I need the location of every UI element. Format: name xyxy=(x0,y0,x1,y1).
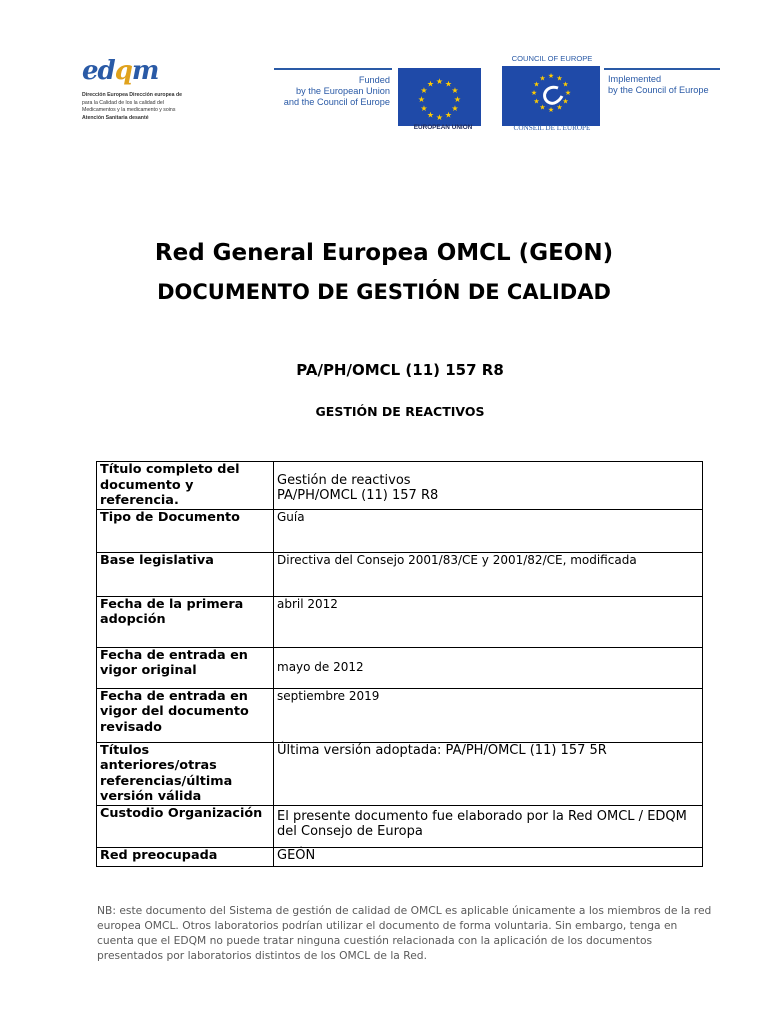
row-value: abril 2012 xyxy=(274,596,703,647)
coe-emblem-icon xyxy=(502,66,600,126)
eu-funded-text: Funded by the European Union and the Council of Europe xyxy=(283,75,390,107)
document-subtitle: GESTIÓN DE REACTIVOS xyxy=(315,404,485,419)
document-metadata-table xyxy=(96,461,703,867)
row-label: Red preocupada xyxy=(97,847,274,866)
edqm-organization-text: Dirección Europea Dirección europea de para la Calidad de los la calidad del Medicamentos y la medicamento y soins Atención Sanitaria desanté xyxy=(82,92,183,121)
coe-divider xyxy=(604,68,720,70)
row-label: Fecha de entrada en vigor del documento revisado xyxy=(97,688,274,742)
edqm-logo xyxy=(82,58,212,122)
svg-text:★: ★ xyxy=(420,104,428,113)
row-label: Tipo de Documento xyxy=(97,509,274,552)
svg-text:★: ★ xyxy=(533,97,540,106)
row-value: Guía xyxy=(274,509,703,552)
coe-bottom-caption: CONSEIL DE L'EUROPE xyxy=(513,124,591,132)
svg-text:★: ★ xyxy=(562,97,569,106)
row-value: Directiva del Consejo 2001/83/CE y 2001/82/CE, modificada xyxy=(274,552,703,596)
row-value: El presente documento fue elaborado por la Red OMCL / EDQM del Consejo de Europa xyxy=(274,805,703,847)
row-label: Base legislativa xyxy=(97,552,274,596)
row-label: Títulos anteriores/otras referencias/última versión válida xyxy=(97,742,274,805)
svg-text:★: ★ xyxy=(417,95,426,104)
document-reference: PA/PH/OMCL (11) 157 R8 xyxy=(296,361,504,379)
svg-text:★: ★ xyxy=(426,79,435,89)
svg-text:★: ★ xyxy=(556,74,563,83)
eu-funding-logo xyxy=(274,62,484,136)
table-row xyxy=(97,509,703,552)
svg-text:★: ★ xyxy=(556,103,563,112)
svg-text:★: ★ xyxy=(530,89,538,97)
table-row xyxy=(97,647,703,688)
table-row xyxy=(97,552,703,596)
row-label: Título completo del documento y referencia. xyxy=(97,462,274,510)
table-row xyxy=(97,462,703,510)
row-value: Última versión adoptada: PA/PH/OMCL (11) 157 5R xyxy=(274,742,703,805)
row-label: Custodio Organización xyxy=(97,805,274,847)
svg-text:★: ★ xyxy=(435,77,444,86)
svg-text:★: ★ xyxy=(564,89,572,97)
svg-text:★: ★ xyxy=(539,74,546,83)
svg-text:★: ★ xyxy=(426,110,435,120)
row-label: Fecha de la primera adopción xyxy=(97,596,274,647)
svg-text:★: ★ xyxy=(547,72,555,80)
coe-top-caption: COUNCIL OF EUROPE xyxy=(511,54,593,63)
council-of-europe-logo xyxy=(500,54,722,136)
table-row xyxy=(97,688,703,742)
coe-implemented-text: Implemented by the Council of Europe xyxy=(608,74,709,95)
row-label: Fecha de entrada en vigor original xyxy=(97,647,274,688)
edqm-wordmark: edqm xyxy=(82,56,159,86)
svg-text:★: ★ xyxy=(451,86,459,95)
row-value: GEÓN xyxy=(274,847,703,866)
svg-text:★: ★ xyxy=(451,104,459,113)
document-type-heading: DOCUMENTO DE GESTIÓN DE CALIDAD xyxy=(157,280,611,304)
row-value: mayo de 2012 xyxy=(274,647,703,688)
eu-flag-icon xyxy=(398,68,481,126)
table-row xyxy=(97,847,703,866)
svg-text:★: ★ xyxy=(533,80,540,89)
svg-text:★: ★ xyxy=(547,106,555,114)
svg-text:★: ★ xyxy=(435,113,444,122)
row-value: Gestión de reactivos PA/PH/OMCL (11) 157 R8 xyxy=(274,462,703,510)
row-value: septiembre 2019 xyxy=(274,688,703,742)
footnote: NB: este documento del Sistema de gestión de calidad de OMCL es aplicable únicamente a los miembros de la red europea OMCL. Otros laboratorios podrían utilizar el documento de forma voluntaria. Sin embargo, tenga en cuenta que el EDQM no puede tratar ninguna cuestión relacionada con la aplicación de los documentos presentados por laboratorios distintos de los OMCL de la Red. xyxy=(97,904,712,962)
table-row xyxy=(97,742,703,805)
eu-divider xyxy=(274,68,392,70)
svg-text:★: ★ xyxy=(444,79,453,89)
svg-text:★: ★ xyxy=(562,80,569,89)
eu-caption: EUROPEAN UNION xyxy=(413,124,473,131)
svg-text:★: ★ xyxy=(453,95,462,104)
svg-text:★: ★ xyxy=(444,110,453,120)
document-title: Red General Europea OMCL (GEON) xyxy=(154,240,614,266)
svg-text:★: ★ xyxy=(420,86,428,95)
svg-text:★: ★ xyxy=(539,103,546,112)
table-row xyxy=(97,596,703,647)
table-row xyxy=(97,805,703,847)
